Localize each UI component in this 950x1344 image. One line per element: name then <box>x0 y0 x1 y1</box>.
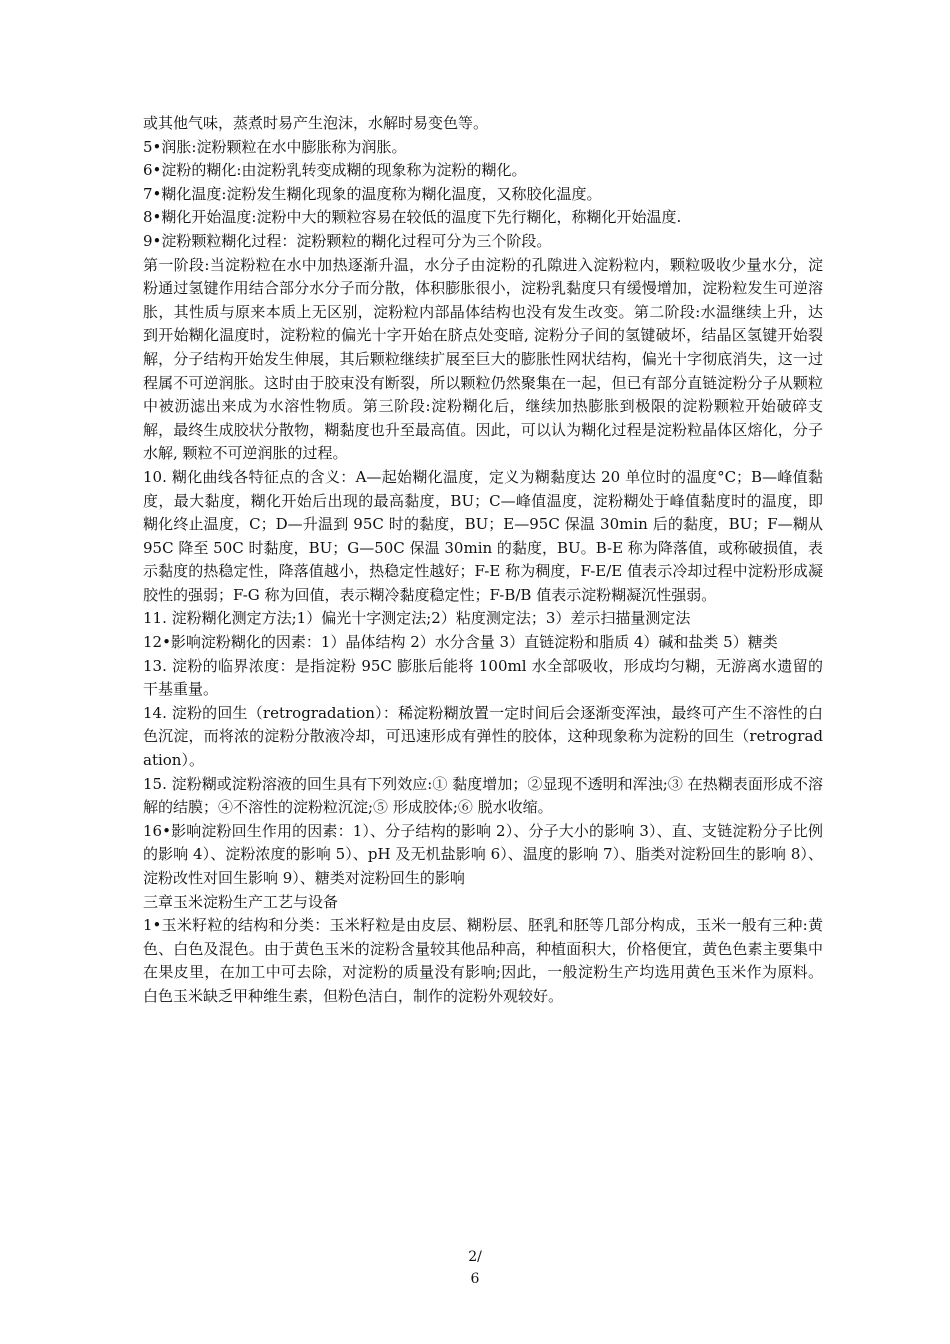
page-number-total: 6 <box>470 1271 480 1287</box>
paragraph-item-14: 14. 淀粉的回生（retrogradation）：稀淀粉糊放置一定时间后会逐渐变浑浊，最终可产生不溶性的白色沉淀，而将浓的淀粉分散液冷却，可迅速形成有弹性的胶体，这种现象称为淀粉的回生（retrogradation）。 <box>143 703 823 770</box>
page-number-current: 2/ <box>468 1249 482 1265</box>
paragraph-item-15: 15. 淀粉糊或淀粉溶液的回生具有下列效应:① 黏度增加；②显现不透明和浑浊;③ 在热糊表面形成不溶解的结膜；④不溶性的淀粉粒沉淀;⑤ 形成胶体;⑥ 脱水收缩。 <box>143 774 823 817</box>
paragraph-corn-item-1: 1•玉米籽粒的结构和分类：玉米籽粒是由皮层、糊粉层、胚乳和胚等几部分构成，玉米一般有三种:黄色、白色及混色。由于黄色玉米的淀粉含量较其他品种高，种植面积大，价格便宜，黄色色素主要集中在果皮里，在加工中可去除，对淀粉的质量没有影响;因此，一般淀粉生产均选用黄色玉米作为原料。白色玉米缺乏甲种维生素，但粉色洁白，制作的淀粉外观较好。 <box>143 916 823 1005</box>
paragraph-item-8: 8•糊化开始温度:淀粉中大的颗粒容易在较低的温度下先行糊化，称糊化开始温度. <box>143 208 682 227</box>
paragraph-continuation: 或其他气味，蒸煮时易产生泡沫，水解时易变色等。 <box>143 114 489 132</box>
paragraph-item-13: 13. 淀粉的临界浓度：是指淀粉 95C 膨胀后能将 100ml 水全部吸收，形成均匀糊，无游离水遗留的干基重量。 <box>143 656 823 699</box>
paragraph-item-6: 6•淀粉的糊化:由淀粉乳转变成糊的现象称为淀粉的糊化。 <box>143 161 527 180</box>
paragraph-item-10: 10. 糊化曲线各特征点的含义：A—起始糊化温度，定义为糊黏度达 20 单位时的温度°C；B—峰值黏度，最大黏度，糊化开始后出现的最高黏度，BU；C—峰值温度，淀粉糊处于峰值黏度时的温度，即糊化终止温度，C；D—升温到 95C 时的黏度，BU；E—95C 保温 30min 后的黏度，BU；F—糊从 95C 降至 50C 时黏度，BU；G—50C 保温 30min 的黏度，BU。B-E 称为降落值，或称破损值，表示黏度的热稳定性，降落值越小，热稳定性越好；F-E 称为稠度，F-E/E 值表示冷却过程中淀粉形成凝胶性的强弱；F-G 称为回值，表示糊冷黏度稳定性；F-B/B 值表示淀粉糊凝沉性强弱。 <box>143 467 823 604</box>
document-body <box>143 112 823 1009</box>
chapter-heading: 三章玉米淀粉生产工艺与设备 <box>143 892 339 911</box>
paragraph-item-9: 9•淀粉颗粒糊化过程：淀粉颗粒的糊化过程可分为三个阶段。 <box>143 231 552 250</box>
paragraph-item-16: 16•影响淀粉回生作用的因素：1）、分子结构的影响 2）、分子大小的影响 3）、直、支链淀粉分子比例的影响 4）、淀粉浓度的影响 5）、pH 及无机盐影响 6）、温度的影响 7）、脂类对淀粉回生的影响 8）、淀粉改性对回生影响 9）、糖类对淀粉回生的影响 <box>143 821 823 887</box>
paragraph-item-11: 11. 淀粉糊化测定方法;1）偏光十字测定法;2）粘度测定法；3）差示扫描量测定法 <box>143 609 691 628</box>
paragraph-item-12: 12•影响淀粉糊化的因素：1）晶体结构 2）水分含量 3）直链淀粉和脂质 4）碱和盐类 5）糖类 <box>143 633 778 652</box>
paragraph-gelatinization-stages: 第一阶段:当淀粉粒在水中加热逐渐升温，水分子由淀粉的孔隙进入淀粉粒内，颗粒吸收少量水分，淀粉通过氢键作用结合部分水分子而分散，体积膨胀很小，淀粉乳黏度只有缓慢增加，淀粉粒发生可逆溶胀，其性质与原来本质上无区别，淀粉粒内部晶体结构也没有发生改变。第二阶段:水温继续上升，达到开始糊化温度时，淀粉粒的偏光十字开始在脐点处变暗, 淀粉分子间的氢键破坏，结晶区氢键开始裂解，分子结构开始发生伸展，其后颗粒继续扩展至巨大的膨胀性网状结构，偏光十字彻底消失，这一过程属不可逆润胀。这时由于胶束没有断裂，所以颗粒仍然聚集在一起，但已有部分直链淀粉分子从颗粒中被沥滤出来成为水溶性物质。第三阶段:淀粉糊化后，继续加热膨胀到极限的淀粉颗粒开始破碎支解，最终生成胶状分散物，糊黏度也升至最高值。因此，可以认为糊化过程是淀粉粒晶体区熔化，分子水解, 颗粒不可逆润胀的过程。 <box>143 255 823 463</box>
page-number <box>0 1246 950 1290</box>
paragraph-item-7: 7•糊化温度:淀粉发生糊化现象的温度称为糊化温度，又称胶化温度。 <box>143 184 602 203</box>
paragraph-item-5: 5•润胀:淀粉颗粒在水中膨胀称为润胀。 <box>143 137 407 156</box>
